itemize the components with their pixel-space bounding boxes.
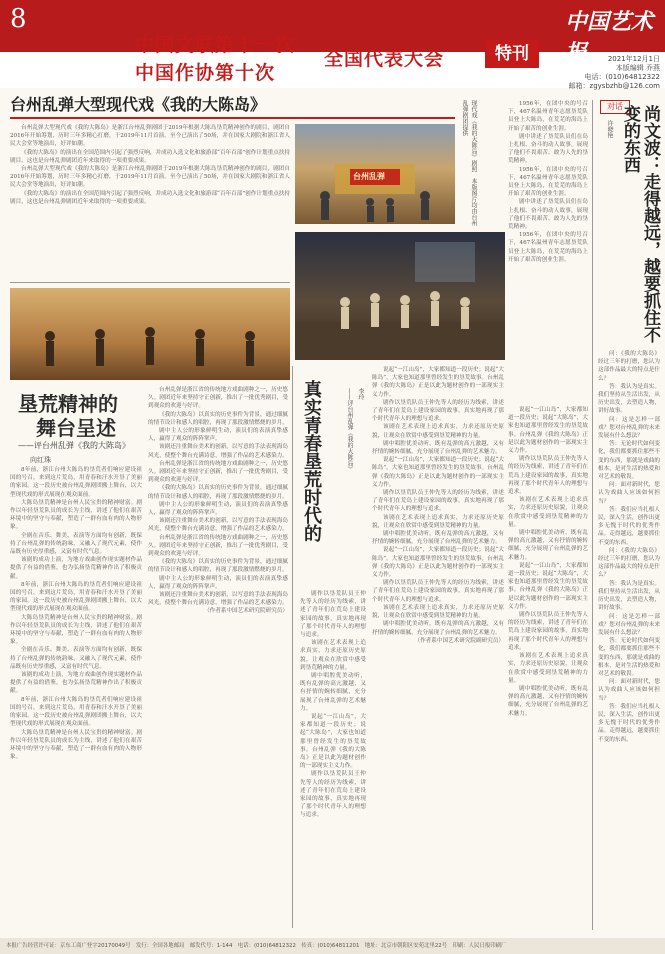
essay-paragraph: 剧作以垦荒队员王仲先等人的经历为线索，讲述了青年们在荒岛上建设家园的故事，真实地再现了那个时代青年人的理想与追求。 xyxy=(300,771,366,819)
qa-paragraph: 答：无论时代如何变化，我们都要抓住那些不变的东西，那就是戏曲的根本，是对生活的热爱和对艺术的敬畏。 xyxy=(598,441,660,481)
stage-photo-top xyxy=(295,124,455,224)
review-paragraph: 8年前，浙江台州大陈岛的垦荒者们响应建设祖国的号召，来到这片荒岛，用青春和汗水开垦了美丽的家园。这一段历史被台州乱弹剧团搬上舞台，以大型现代戏的形式展现在观众面前。 xyxy=(10,581,142,613)
dialogue-title: 尚文波：走得越远，越要抓住不变的东西 xyxy=(620,105,660,343)
review-title-line1: 垦荒精神的 xyxy=(18,392,118,416)
sidebar-paragraph: 1956年，在团中央的号召下，467名温州青年志愿垦荒队员登上大陈岛，在荒芜的海岛上开始了艰苦的创业生涯。 xyxy=(508,166,588,198)
stage-scene xyxy=(295,232,505,360)
essay-paragraph: 剧作以垦荒队员王仲先等人的经历为线索，讲述了青年们在荒岛上建设家园的故事，真实地再现了那个时代青年人的理想与追求。 xyxy=(508,456,588,496)
contact-email: 邮箱：zgysbzhb@126.com xyxy=(568,82,660,90)
essay-paragraph: 说起“一江山岛”，大家都知道一段历史；说起“大陈岛”，大家也知道那里曾经发生的垦荒故事。台州乱弹《我的大陈岛》正是以此为题材创作的一部现实主义力作。 xyxy=(508,562,588,610)
essay-title xyxy=(300,380,322,580)
essay-body xyxy=(372,366,504,926)
essay-paragraph: 该剧在艺术表现上追求真实，力求还原历史原貌，让观众在欣赏中感受到垦荒精神的力量。 xyxy=(508,653,588,684)
page-number: 8 xyxy=(10,4,27,34)
photo-caption: 现代戏《我的大陈岛》剧照 本版图片均由台州乱弹剧团提供 xyxy=(461,100,477,226)
essay-paragraph: 剧中唱腔优美动听，既有乱弹的高亢激越，又有抒情的婉转细腻，充分展现了台州乱弹的艺术魅力。 xyxy=(372,440,504,456)
qa-paragraph: 答：我们应当扎根人民，深入生活，创作出更多无愧于时代的优秀作品。走得越远，越要抓住不变的东西。 xyxy=(598,703,660,743)
qa-paragraph: 答：无论时代如何变化，我们都要抓住那些不变的东西，那就是戏曲的根本，是对生活的热爱和对艺术的敬畏。 xyxy=(598,638,660,677)
essay-paragraph: 剧中唱腔优美动听，既有乱弹的高亢激越，又有抒情的婉转细腻，充分展现了台州乱弹的艺术魅力。 xyxy=(508,685,588,717)
qa-paragraph: 问：这是怎样一部戏？您对台州乱弹的未来发展有什么想法？ xyxy=(598,613,660,636)
lead-paragraph: 台州乱弹大型现代戏《我的大陈岛》是浙江台州乱弹剧团于2019年根据大陈岛垦荒精神创作的剧目，剧团自2016年开始筹划，历时三年多精心打磨，于2019年11月首演。至今已演出了50场，并在国家大剧院和浙江省人民大会堂等地演出，好评如潮。 xyxy=(10,125,290,148)
essay-title-line1: 真实青春 xyxy=(301,380,322,452)
review-body xyxy=(10,466,142,926)
essay-body-left xyxy=(300,590,366,926)
review-paragraph: 全剧在音乐、舞美、表演等方面均有创新，既保持了台州乱弹的传统韵味，又融入了现代元素，使作品既有历史厚重感，又富有时代气息。 xyxy=(10,647,142,670)
qa-paragraph: 问：这是怎样一部戏？您对台州乱弹的未来发展有什么想法？ xyxy=(598,416,660,440)
middle-right-text xyxy=(508,406,588,928)
essay-subtitle: ——评台州乱弹《我的大陈岛》 xyxy=(346,388,353,472)
essay-paragraph: 剧中唱腔优美动听，既有乱弹的高亢激越，又有抒情的婉转细腻，充分展现了台州乱弹的艺术魅力。 xyxy=(508,530,588,561)
qa-paragraph: 问：面对新时代，您认为戏曲人应该如何担当？ xyxy=(598,482,660,505)
review-paragraph: 8年前，浙江台州大陈岛的垦荒者们响应建设祖国的号召，来到这片荒岛，用青春和汗水开垦了美丽的家园。这一段历史被台州乱弹剧团搬上舞台，以大型现代戏的形式展现在观众面前。 xyxy=(10,696,142,728)
essay-paragraph: 剧中唱腔优美动听，既有乱弹的高亢激越，又有抒情的婉转细腻，充分展现了台州乱弹的艺术魅力。 xyxy=(372,621,504,636)
essay-paragraph: 说起“一江山岛”，大家都知道一段历史；说起“大陈岛”，大家也知道那里曾经发生的垦荒故事。台州乱弹《我的大陈岛》正是以此为题材创作的一部现实主义力作。 xyxy=(300,714,366,770)
qa-paragraph: 答：我认为是真实。我们坚持从生活出发，从历史出发，去塑造人物，讲好故事。 xyxy=(598,580,660,612)
review-paragraph: 该剧还注重舞台美术的创新，以写意的手法表现海岛风光，使整个舞台充满诗意，增强了作品的艺术感染力。 xyxy=(148,444,288,459)
essay-paragraph: 剧作以垦荒队员王仲先等人的经历为线索，讲述了青年们在荒岛上建设家园的故事，真实地再现了那个时代青年人的理想与追求。 xyxy=(300,591,366,639)
sidebar-paragraph: 剧中讲述了垦荒队员们在岛上扎根、奋斗的动人故事，展现了他们不畏艰苦、敢为人先的垦荒精神。 xyxy=(508,133,588,165)
qa-paragraph: 答：我认为是真实。我们坚持从生活出发，从历史出发，去塑造人物，讲好故事。 xyxy=(598,383,660,415)
review-paragraph: 剧中主人公的形象鲜明生动，演员们的表演真挚感人，赢得了观众的阵阵掌声。 xyxy=(148,575,288,590)
essay-paragraph: 剧作以垦荒队员王仲先等人的经历为线索，讲述了青年们在荒岛上建设家园的故事，真实地再现了那个时代青年人的理想与追求。 xyxy=(372,490,504,513)
essay-paragraph: 说起“一江山岛”，大家都知道一段历史；说起“大陈岛”，大家也知道那里曾经发生的垦荒故事。台州乱弹《我的大陈岛》正是以此为题材创作的一部现实主义力作。 xyxy=(372,457,504,488)
banner-line-1: 中国文联第十一次 xyxy=(135,34,296,56)
column-divider xyxy=(292,366,293,928)
qa-paragraph: 答：我们应当扎根人民，深入生活，创作出更多无愧于时代的优秀作品。走得越远，越要抓住不变的东西。 xyxy=(598,506,660,546)
editor-name: 本版编辑 乔燕 xyxy=(615,64,660,72)
sidebar-text xyxy=(508,100,588,402)
review-paragraph: 台州乱弹是浙江省的传统地方戏曲剧种之一，历史悠久。剧团近年来坚持守正创新，推出了一批优秀剧目，受到观众的欢迎与好评。 xyxy=(148,534,288,558)
special-badge: 特刊 xyxy=(485,40,539,68)
stage-crowd xyxy=(10,288,290,380)
masthead-logo: 中国艺术报 xyxy=(565,9,654,66)
essay-paragraph: 说起“一江山岛”，大家都知道一段历史；说起“大陈岛”，大家也知道那里曾经发生的垦荒故事。台州乱弹《我的大陈岛》正是以此为题材创作的一部现实主义力作。 xyxy=(372,547,504,579)
review-paragraph: 台州乱弹是浙江省的传统地方戏曲剧种之一，历史悠久。剧团近年来坚持守正创新，推出了一批优秀剧目，受到观众的欢迎与好评。 xyxy=(148,460,288,484)
banner-line-2: 中国作协第十次 xyxy=(135,62,276,84)
essay-paragraph: 剧中唱腔优美动听，既有乱弹的高亢激越，又有抒情的婉转细腻，充分展现了台州乱弹的艺术魅力。 xyxy=(372,531,504,546)
review-paragraph: 剧中主人公的形象鲜明生动，演员们的表演真挚感人，赢得了观众的阵阵掌声。 xyxy=(148,428,288,443)
review-paragraph: 剧中主人公的形象鲜明生动，演员们的表演真挚感人，赢得了观众的阵阵掌声。 xyxy=(148,501,288,517)
review-title-line2: 舞台呈述 xyxy=(36,416,116,440)
sidebar-paragraph: 1956年，在团中央的号召下，467名温州青年志愿垦荒队员登上大陈岛，在荒芜的海岛上开始了艰苦的创业生涯。 xyxy=(508,101,588,132)
review-paragraph: 全剧在音乐、舞美、表演等方面均有创新，既保持了台州乱弹的传统韵味，又融入了现代元素，使作品既有历史厚重感，又富有时代气息。 xyxy=(10,532,142,556)
essay-footnote: （作者系中国艺术研究院副研究员） xyxy=(414,637,504,644)
main-headline: 台州乱弹大型现代戏《我的大陈岛》 xyxy=(10,95,267,114)
essay-paragraph: 该剧在艺术表现上追求真实，力求还原历史原貌，让观众在欣赏中感受到垦荒精神的力量。 xyxy=(300,640,366,671)
review-photo xyxy=(10,288,290,380)
review-paragraph: 该剧的成功上演，为地方戏曲创作现实题材作品提供了有益的借鉴，也为弘扬垦荒精神作出了积极贡献。 xyxy=(10,557,142,580)
review-paragraph: 大陈岛垦荒精神是台州人民宝贵的精神财富。剧作以年轻垦荒队员的成长为主线，讲述了他们在艰苦环境中的坚守与奉献，塑造了一群有血有肉的人物形象。 xyxy=(10,614,142,646)
review-paragraph: 该剧还注重舞台美术的创新，以写意的手法表现海岛风光，使整个舞台充满诗意，增强了作品的艺术感染力。 xyxy=(148,518,288,533)
review-paragraph: 台州乱弹是浙江省的传统地方戏曲剧种之一，历史悠久。剧团近年来坚持守正创新，推出了一批优秀剧目，受到观众的欢迎与好评。 xyxy=(148,387,288,410)
column-divider xyxy=(592,100,593,930)
essay-paragraph: 剧作以垦荒队员王仲先等人的经历为线索，讲述了青年们在荒岛上建设家园的故事，真实地再现了那个时代青年人的理想与追求。 xyxy=(508,612,588,651)
essay-paragraph: 该剧在艺术表现上追求真实，力求还原历史原貌，让观众在欣赏中感受到垦荒精神的力量。 xyxy=(372,514,504,529)
dialogue-body xyxy=(598,350,660,930)
review-footnote: （作者系中国艺术研究院研究员） xyxy=(204,608,288,615)
banner-line-3: 全国代表大会 xyxy=(324,48,445,70)
lead-text xyxy=(10,124,290,274)
essay-paragraph: 剧作以垦荒队员王仲先等人的经历为线索，讲述了青年们在荒岛上建设家园的故事，真实地再现了那个时代青年人的理想与追求。 xyxy=(372,399,504,423)
essay-paragraph: 该剧在艺术表现上追求真实，力求还原历史原貌，让观众在欣赏中感受到垦荒精神的力量。 xyxy=(508,497,588,528)
review-paragraph: 8年前，浙江台州大陈岛的垦荒者们响应建设祖国的号召，来到这片荒岛，用青春和汗水开垦了美丽的家园。这一段历史被台州乱弹剧团搬上舞台，以大型现代戏的形式展现在观众面前。 xyxy=(10,467,142,498)
lead-paragraph: 《我的大陈岛》的演出在全国范围内引起了强烈反响，并成功入选文化和旅游部“百年百部”创作计划重点扶持剧目，这也是台州乱弹剧团近年来取得的一项重要成果。 xyxy=(10,190,290,205)
essay-title-line2: 垦荒时代的 xyxy=(301,452,322,542)
essay-paragraph: 说起“一江山岛”，大家都知道一段历史；说起“大陈岛”，大家也知道那里曾经发生的垦荒故事。台州乱弹《我的大陈岛》正是以此为题材创作的一部现实主义力作。 xyxy=(372,367,504,398)
sidebar-paragraph: 剧中讲述了垦荒队员们在岛上扎根、奋斗的动人故事，展现了他们不畏艰苦、敢为人先的垦荒精神。 xyxy=(508,199,588,231)
stage-photo-large xyxy=(295,232,505,360)
review-paragraph: 《我的大陈岛》以真实的历史事件为背景，通过细腻的情节设计和感人的唱腔，再现了那段激情燃烧的岁月。 xyxy=(148,485,288,500)
issue-date: 2021年12月1日 xyxy=(607,55,660,63)
lead-paragraph: 台州乱弹大型现代戏《我的大陈岛》是浙江台州乱弹剧团于2019年根据大陈岛垦荒精神创作的剧目，剧团自2016年开始筹划，历时三年多精心打磨，于2019年11月首演。至今已演出了50场，并在国家大剧院和浙江省人民大会堂等地演出，好评如潮。 xyxy=(10,166,290,189)
essay-paragraph: 该剧在艺术表现上追求真实，力求还原历史原貌，让观众在欣赏中感受到垦荒精神的力量。 xyxy=(372,604,504,620)
essay-paragraph: 剧作以垦荒队员王仲先等人的经历为线索，讲述了青年们在荒岛上建设家园的故事，真实地再现了那个时代青年人的理想与追求。 xyxy=(372,580,504,603)
poster-caption: 台州乱弹 xyxy=(353,171,385,181)
essay-paragraph: 说起“一江山岛”，大家都知道一段历史；说起“大陈岛”，大家也知道那里曾经发生的垦荒故事。台州乱弹《我的大陈岛》正是以此为题材创作的一部现实主义力作。 xyxy=(508,407,588,455)
review-paragraph: 《我的大陈岛》以真实的历史事件为背景，通过细腻的情节设计和感人的唱腔，再现了那段激情燃烧的岁月。 xyxy=(148,411,288,426)
page-footer: 本报广告经营许可证：京东工商广登字20170049号 发行：全国各地邮局 邮发代号：1-144 电话：(010)64812322 传真：(010)64811201 地址：北京市朝阳区安苑北里22号 印刷：人民日报印刷厂 xyxy=(0,938,665,954)
dialogue-author: 许晓艳 xyxy=(606,120,613,138)
review-paragraph: 大陈岛垦荒精神是台州人民宝贵的精神财富。剧作以年轻垦荒队员的成长为主线，讲述了他们在艰苦环境中的坚守与奉献，塑造了一群有血有肉的人物形象。 xyxy=(10,499,142,531)
review-paragraph: 大陈岛垦荒精神是台州人民宝贵的精神财富。剧作以年轻垦荒队员的成长为主线，讲述了他们在艰苦环境中的坚守与奉献，塑造了一群有血有肉的人物形象。 xyxy=(10,729,142,761)
review-paragraph: 该剧的成功上演，为地方戏曲创作现实题材作品提供了有益的借鉴，也为弘扬垦荒精神作出了积极贡献。 xyxy=(10,672,142,695)
qa-paragraph: 问：《我的大陈岛》经过三年的打磨，您认为这部作品最大的特点是什么？ xyxy=(598,547,660,579)
review-subtitle: ——评台州乱弹《我的大陈岛》 xyxy=(18,441,130,450)
sidebar-paragraph: 1956年，在团中央的号召下，467名温州青年志愿垦荒队员登上大陈岛，在荒芜的海岛上开始了艰苦的创业生涯。 xyxy=(508,232,588,263)
qa-paragraph: 问：《我的大陈岛》经过三年的打磨，您认为这部作品最大的特点是什么？ xyxy=(598,351,660,382)
qa-paragraph: 问：面对新时代，您认为戏曲人应该如何担当？ xyxy=(598,679,660,702)
headline-rule xyxy=(10,117,455,119)
essay-author: 李玲 xyxy=(357,388,364,400)
review-paragraph: 该剧还注重舞台美术的创新，以写意的手法表现海岛风光，使整个舞台充满诗意，增强了作品的艺术感染力。 xyxy=(148,592,288,607)
essay-paragraph: 剧中唱腔优美动听，既有乱弹的高亢激越，又有抒情的婉转细腻，充分展现了台州乱弹的艺术魅力。 xyxy=(300,673,366,712)
lead-paragraph: 《我的大陈岛》的演出在全国范围内引起了强烈反响，并成功入选文化和旅游部“百年百部”创作计划重点扶持剧目，这也是台州乱弹剧团近年来取得的一项重要成果。 xyxy=(10,149,290,164)
contact-phone: 电话：(010)64812322 xyxy=(584,73,660,81)
review-paragraph: 《我的大陈岛》以真实的历史事件为背景，通过细腻的情节设计和感人的唱腔，再现了那段激情燃烧的岁月。 xyxy=(148,559,288,574)
review-author: 向红珠 xyxy=(30,456,51,464)
dialogue-tag: 对话 xyxy=(600,100,630,114)
review-body-col2 xyxy=(148,386,288,926)
section-divider xyxy=(10,282,290,283)
essay-paragraph: 该剧在艺术表现上追求真实，力求还原历史原貌，让观众在欣赏中感受到垦荒精神的力量。 xyxy=(372,424,504,439)
